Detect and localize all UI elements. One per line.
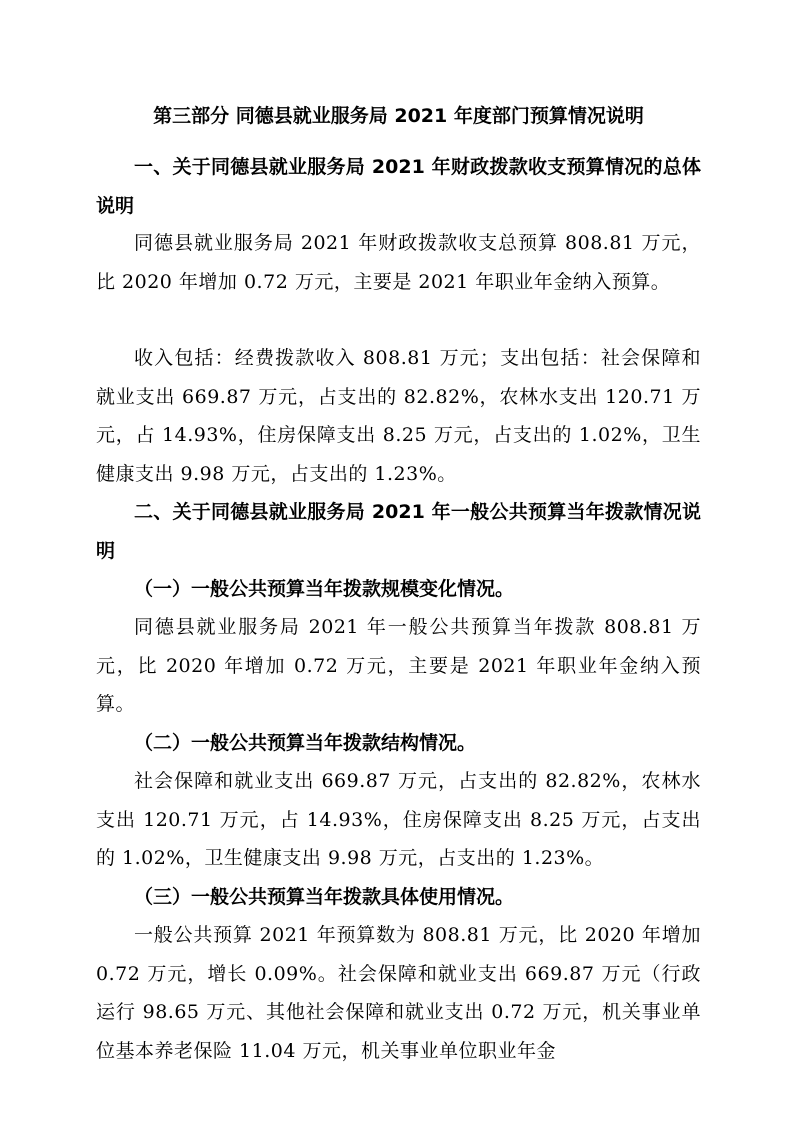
subsection-2-heading: （二）一般公共预算当年拨款结构情况。 (134, 732, 477, 754)
subsection-3-paragraph: 一般公共预算 2021 年预算数为 808.81 万元，比 2020 年增加 0.72 万元，增长 0.09%。社会保障和就业支出 669.87 万元（行政运行 98.65 万元、其他社会保障和就业支出 0.72 万元，机关事业单位基本养老保险 11.04 万元，机关事业单位职业年金 (96, 924, 701, 1062)
document-title: 第三部分 同德县就业服务局 2021 年度部门预算情况说明 (153, 105, 644, 127)
section-1-paragraph-1: 同德县就业服务局 2021 年财政拨款收支总预算 808.81 万元，比 2020 年增加 0.72 万元，主要是 2021 年职业年金纳入预算。 (96, 232, 701, 293)
subsection-2-paragraph: 社会保障和就业支出 669.87 万元，占支出的 82.82%，农林水支出 120.71 万元，占 14.93%，住房保障支出 8.25 万元，占支出的 1.02%，卫生健康支出 9.98 万元，占支出的 1.23%。 (96, 770, 701, 869)
subsection-3-heading: （三）一般公共预算当年拨款具体使用情况。 (134, 886, 515, 908)
section-1-heading: 一、关于同德县就业服务局 2021 年财政拨款收支预算情况的总体说明 (96, 156, 701, 217)
subsection-1-paragraph: 同德县就业服务局 2021 年一般公共预算当年拨款 808.81 万元，比 2020 年增加 0.72 万元，主要是 2021 年职业年金纳入预算。 (96, 616, 701, 715)
subsection-1-heading: （一）一般公共预算当年拨款规模变化情况。 (134, 578, 515, 600)
section-1-paragraph-2: 收入包括：经费拨款收入 808.81 万元；支出包括：社会保障和就业支出 669.87 万元，占支出的 82.82%，农林水支出 120.71 万元，占 14.93%，住房保障支出 8.25 万元，占支出的 1.02%，卫生健康支出 9.98 万元，占支出的 1.23%。 (96, 347, 701, 485)
section-2-heading: 二、关于同德县就业服务局 2021 年一般公共预算当年拨款情况说明 (96, 501, 701, 562)
